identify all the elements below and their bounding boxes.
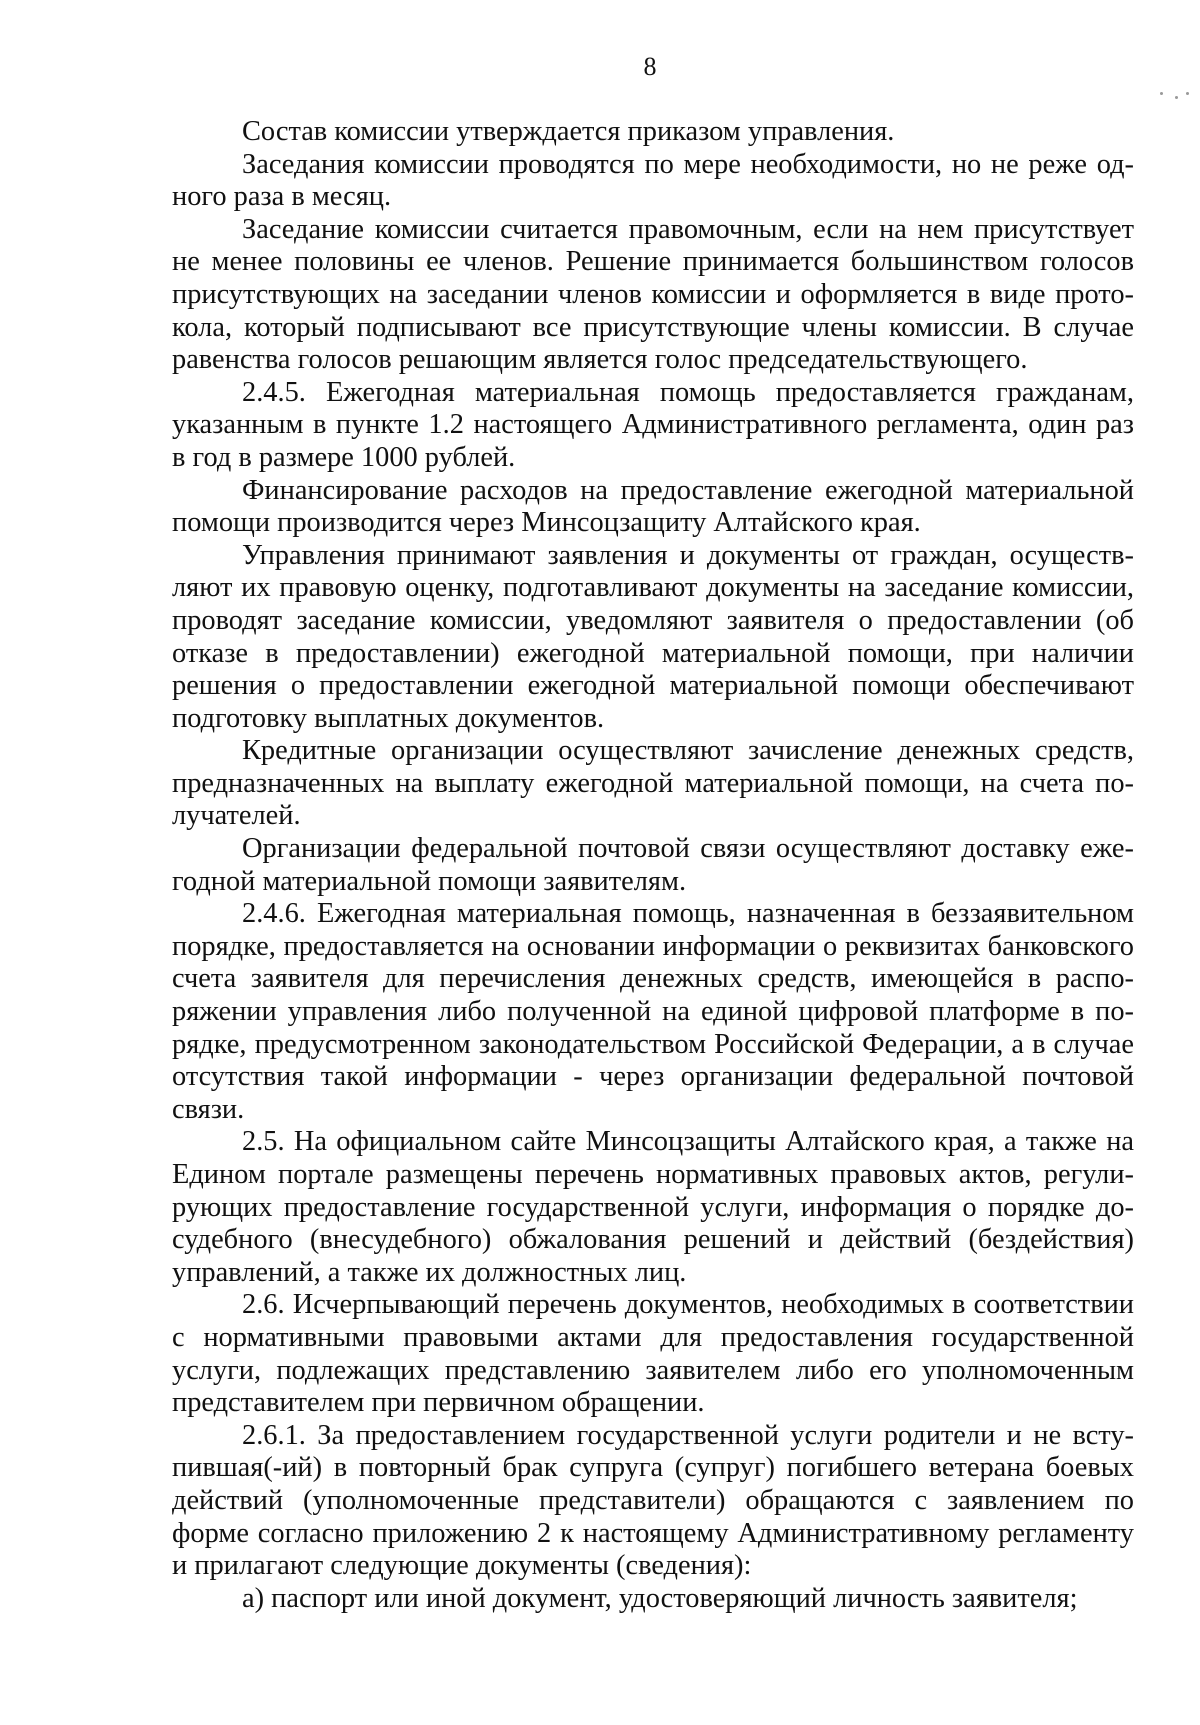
paragraph: 2.4.6. Ежегодная материальная помощь, назначенная в беззаявительном порядке, предоставляется на основании информации о реквизитах банковского счета заявителя для перечисления денежных средств, имеющейся в распоряжении управления либо полученной на единой цифровой платформе в порядке, предусмотренном законодательством Российской Федерации, а в случае отсутствия такой информации - через организации федеральной почтовой связи.: [172, 898, 1134, 1125]
paragraph: 2.6. Исчерпывающий перечень документов, необходимых в соответствии с нормативными правовыми актами для предоставления государственной услуги, подлежащих представлению заявителем либо его уполномоченным представителем при первичном обращении.: [172, 1289, 1134, 1419]
paragraph: Организации федеральной почтовой связи осуществляют доставку ежегодной материальной помощи заявителям.: [172, 833, 1134, 897]
scan-speck: [1160, 92, 1163, 95]
paragraph: 2.6.1. За предоставлением государственной услуги родители и не вступившая(-ий) в повторный брак супруга (супруг) погибшего ветерана боевых действий (уполномоченные представители) обращаются с заявлением по форме согласно приложению 2 к настоящему Административному регламенту и прилагают следующие документы (сведения):: [172, 1419, 1134, 1582]
page-number: 8: [643, 52, 657, 81]
paragraph: Состав комиссии утверждается приказом управления.: [242, 116, 895, 147]
paragraph: Финансирование расходов на предоставление ежегодной материальной помощи производится через Минсоцзащиту Алтайского края.: [172, 474, 1134, 539]
scan-speck: [1186, 92, 1189, 95]
paragraph: 2.5. На официальном сайте Минсоцзащиты Алтайского края, а также на Едином портале размещены перечень нормативных правовых актов, регулирующих предоставление государственной услуги, информация о порядке досудебного (внесудебного) обжалования решений и действий (бездействия) управлений, а также их должностных лиц.: [172, 1126, 1134, 1288]
paragraph: а) паспорт или иной документ, удостоверяющий личность заявителя;: [242, 1582, 1078, 1614]
document-body: [172, 116, 1134, 1615]
scan-speck: [1175, 96, 1178, 99]
paragraph: 2.4.5. Ежегодная материальная помощь предоставляется гражданам, указанным в пункте 1.2 настоящего Административного регламента, один раз в год в размере 1000 рублей.: [172, 376, 1134, 473]
paragraph: Заседание комиссии считается правомочным, если на нем присутствует не менее половины ее членов. Решение принимается большинством голосов присутствующих на заседании членов комиссии и оформляется в виде протокола, который подписывают все присутствующие члены комиссии. В случае равенства голосов решающим является голос председательствующего.: [172, 213, 1134, 376]
paragraph: Управления принимают заявления и документы от граждан, осуществляют их правовую оценку, подготавливают документы на заседание комиссии, проводят заседание комиссии, уведомляют заявителя о предоставлении (об отказе в предоставлении) ежегодной материальной помощи, при наличии решения о предоставлении ежегодной материальной помощи обеспечивают подготовку выплатных документов.: [172, 539, 1134, 734]
paragraph: Кредитные организации осуществляют зачисление денежных средств, предназначенных на выплату ежегодной материальной помощи, на счета получателей.: [172, 735, 1134, 832]
paragraph: Заседания комиссии проводятся по мере необходимости, но не реже одного раза в месяц.: [172, 148, 1134, 213]
